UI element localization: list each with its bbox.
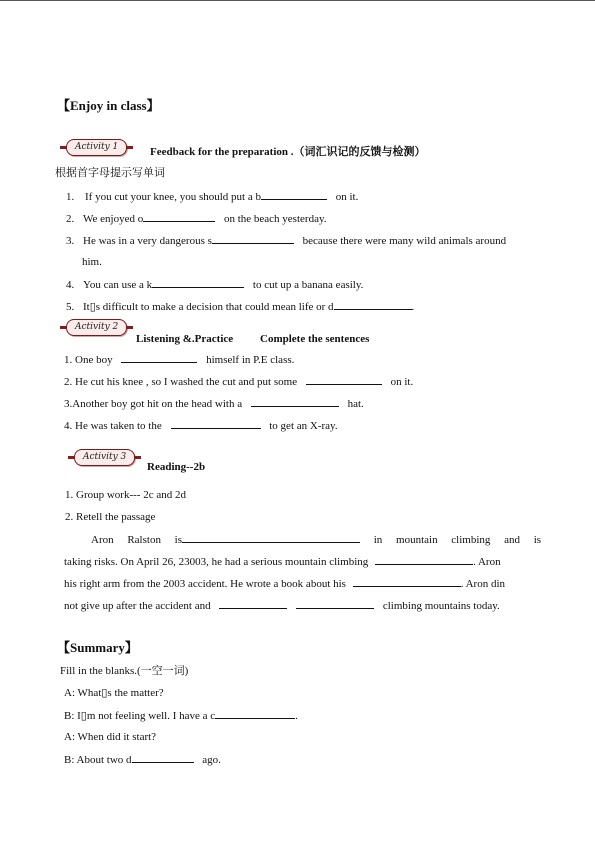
passage-word: in [373, 534, 383, 546]
passage-line-4 [64, 598, 500, 613]
passage-word: mountain [396, 534, 438, 546]
dialogue-line-2 [64, 708, 298, 723]
passage-line-3 [64, 576, 505, 591]
item-text: 2. He cut his knee , so I washed the cut and put some [64, 376, 298, 388]
activity-1-title: Feedback for the preparation .（词汇识记的反馈与检测） [150, 146, 426, 158]
answer-blank[interactable] [121, 352, 197, 363]
dialogue-line-1: A: What▯s the matter? [64, 687, 164, 699]
passage-word: is [533, 534, 542, 546]
item-text: on it. [390, 376, 414, 388]
item-number: 3. [66, 235, 75, 247]
practice-item-3 [64, 396, 364, 411]
practice-item-1 [64, 352, 294, 367]
answer-blank[interactable] [306, 374, 382, 385]
practice-item-2 [64, 374, 413, 389]
exercise-item-3-continuation: him. [82, 256, 102, 268]
answer-blank[interactable] [375, 554, 473, 565]
answer-blank[interactable] [182, 532, 360, 543]
exercise-item-5 [66, 299, 414, 314]
item-text: We enjoyed o [83, 213, 144, 225]
dialogue-line-3: A: When did it start? [64, 731, 157, 743]
dialogue-line-4 [64, 752, 221, 767]
page-top-border [0, 0, 595, 1]
dialogue-text: B: I▯m not feeling well. I have a c [64, 710, 216, 722]
answer-blank[interactable] [212, 233, 294, 244]
activity-2-badge: Activity 2 [66, 319, 127, 336]
passage-line-1 [91, 532, 541, 547]
answer-blank[interactable] [219, 598, 287, 609]
answer-blank[interactable] [334, 299, 412, 310]
item-number: 4. [66, 279, 75, 291]
exercise-item-2 [66, 211, 327, 226]
answer-blank[interactable] [152, 277, 244, 288]
passage-word: is [174, 534, 183, 546]
passage-text: climbing mountains today. [382, 600, 500, 612]
answer-blank[interactable] [261, 189, 327, 200]
activity-3-badge: Activity 3 [74, 449, 135, 466]
answer-blank[interactable] [215, 708, 295, 719]
activity-1-instruction: 根据首字母提示写单词 [55, 167, 165, 179]
answer-blank[interactable] [251, 396, 339, 407]
reading-task-1: 1. Group work--- 2c and 2d [65, 489, 186, 501]
activity-3-title: Reading--2b [147, 461, 206, 473]
answer-blank[interactable] [296, 598, 374, 609]
section-heading-summary: 【Summary】 [57, 640, 138, 655]
answer-blank[interactable] [171, 418, 261, 429]
passage-word: Aron [91, 534, 114, 546]
activity-2-title: Listening &.Practice [136, 333, 234, 345]
passage-text: taking risks. On April 26, 23003, he had a serious mountain climbing [64, 556, 369, 568]
item-number: 2. [66, 213, 75, 225]
passage-text: not give up after the accident and [64, 600, 211, 612]
exercise-item-4 [66, 277, 363, 292]
item-number: 1. [66, 191, 75, 203]
dialogue-text: B: About two d [64, 754, 132, 766]
item-text: 4. He was taken to the [64, 420, 162, 432]
dialogue-text: . [295, 710, 298, 722]
item-text: because there were many wild animals around [302, 235, 507, 247]
item-text: It▯s difficult to make a decision that could mean life or d [83, 301, 334, 313]
answer-blank[interactable] [143, 211, 215, 222]
passage-line-2 [64, 554, 501, 569]
item-text: 3.Another boy got hit on the head with a [64, 398, 243, 410]
section-heading-enjoy: 【Enjoy in class】 [57, 98, 160, 113]
item-text: himself in P.E class. [206, 354, 295, 366]
activity-1-badge: Activity 1 [66, 139, 127, 156]
reading-task-2: 2. Retell the passage [65, 511, 156, 523]
item-text: to get an X-ray. [269, 420, 338, 432]
answer-blank[interactable] [353, 576, 461, 587]
practice-item-4 [64, 418, 338, 433]
item-text: You can use a k [83, 279, 153, 291]
exercise-item-1 [66, 189, 358, 204]
item-number: 5. [66, 301, 75, 313]
item-text: on the beach yesterday. [223, 213, 327, 225]
passage-text: . Aron [473, 556, 501, 568]
passage-word: Ralston [127, 534, 161, 546]
item-text: If you cut your knee, you should put a b [85, 191, 261, 203]
item-text: hat. [347, 398, 364, 410]
passage-text: . Aron din [460, 578, 506, 590]
passage-text: his right arm from the 2003 accident. He wrote a book about his [64, 578, 346, 590]
item-text: to cut up a banana easily. [252, 279, 364, 291]
item-text: on it. [335, 191, 359, 203]
exercise-item-3 [66, 233, 506, 248]
activity-2-subtitle: Complete the sentences [260, 333, 370, 345]
passage-word: climbing [451, 534, 491, 546]
dialogue-text: ago. [202, 754, 221, 766]
answer-blank[interactable] [132, 752, 194, 763]
summary-instruction: Fill in the blanks.(一空一词) [60, 665, 189, 677]
item-text: 1. One boy [64, 354, 113, 366]
item-text: . [411, 301, 415, 313]
passage-word: and [504, 534, 521, 546]
item-text: He was in a very dangerous s [83, 235, 212, 247]
